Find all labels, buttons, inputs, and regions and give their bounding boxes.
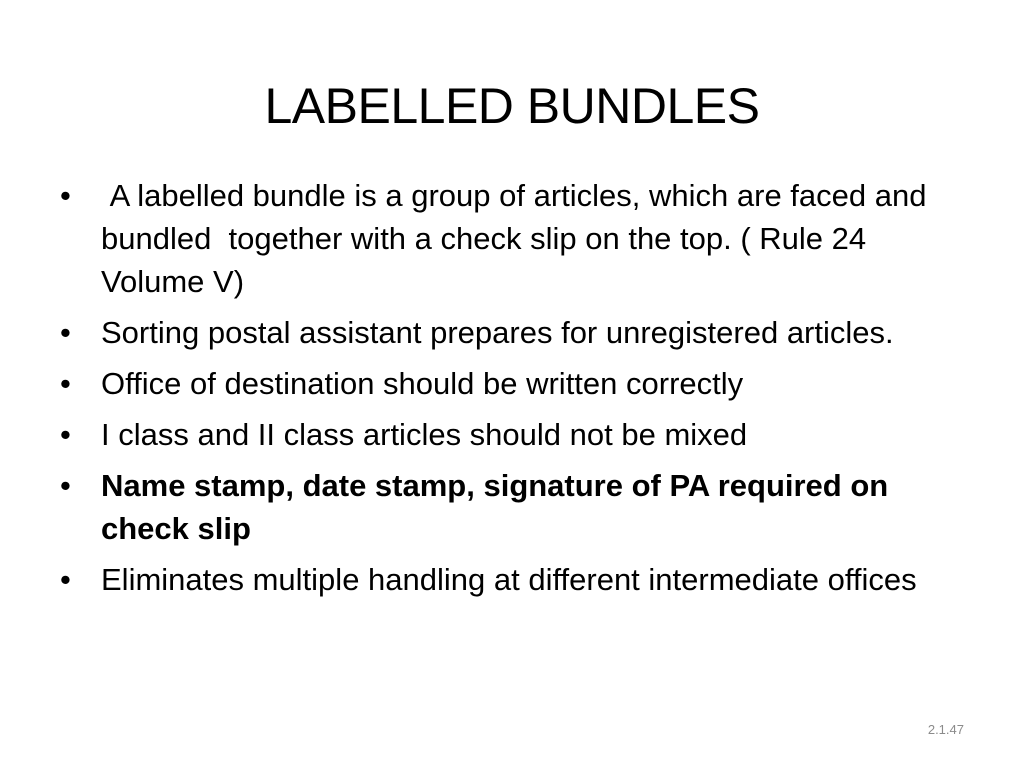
- bullet-text: A labelled bundle is a group of articles, which are faced and bundled together with a check slip on the top. ( Rule 24 Volume V): [101, 178, 936, 299]
- bullet-dot-icon: •: [60, 562, 71, 597]
- bullet-item: [60, 413, 960, 456]
- bullet-text: Name stamp, date stamp, signature of PA required on check slip: [101, 468, 889, 546]
- bullet-item-bold: [60, 464, 960, 550]
- bullet-item: [60, 311, 960, 354]
- bullet-dot-icon: •: [60, 468, 71, 503]
- bullet-dot-icon: •: [60, 417, 71, 452]
- slide-title: LABELLED BUNDLES: [264, 78, 760, 134]
- bullet-dot-icon: •: [60, 366, 71, 401]
- bullet-item: [60, 362, 960, 405]
- bullet-text: I class and II class articles should not be mixed: [101, 417, 748, 452]
- bullet-text: Sorting postal assistant prepares for unregistered articles.: [101, 315, 894, 350]
- bullet-dot-icon: •: [60, 178, 71, 213]
- bullet-item: [60, 174, 960, 303]
- bullet-text: Office of destination should be written correctly: [101, 366, 744, 401]
- slide-number: 2.1.47: [927, 722, 964, 737]
- bullet-text: Eliminates multiple handling at different intermediate offices: [101, 562, 917, 597]
- bullet-dot-icon: •: [60, 315, 71, 350]
- bullet-list: [60, 174, 960, 609]
- bullet-item: [60, 558, 960, 601]
